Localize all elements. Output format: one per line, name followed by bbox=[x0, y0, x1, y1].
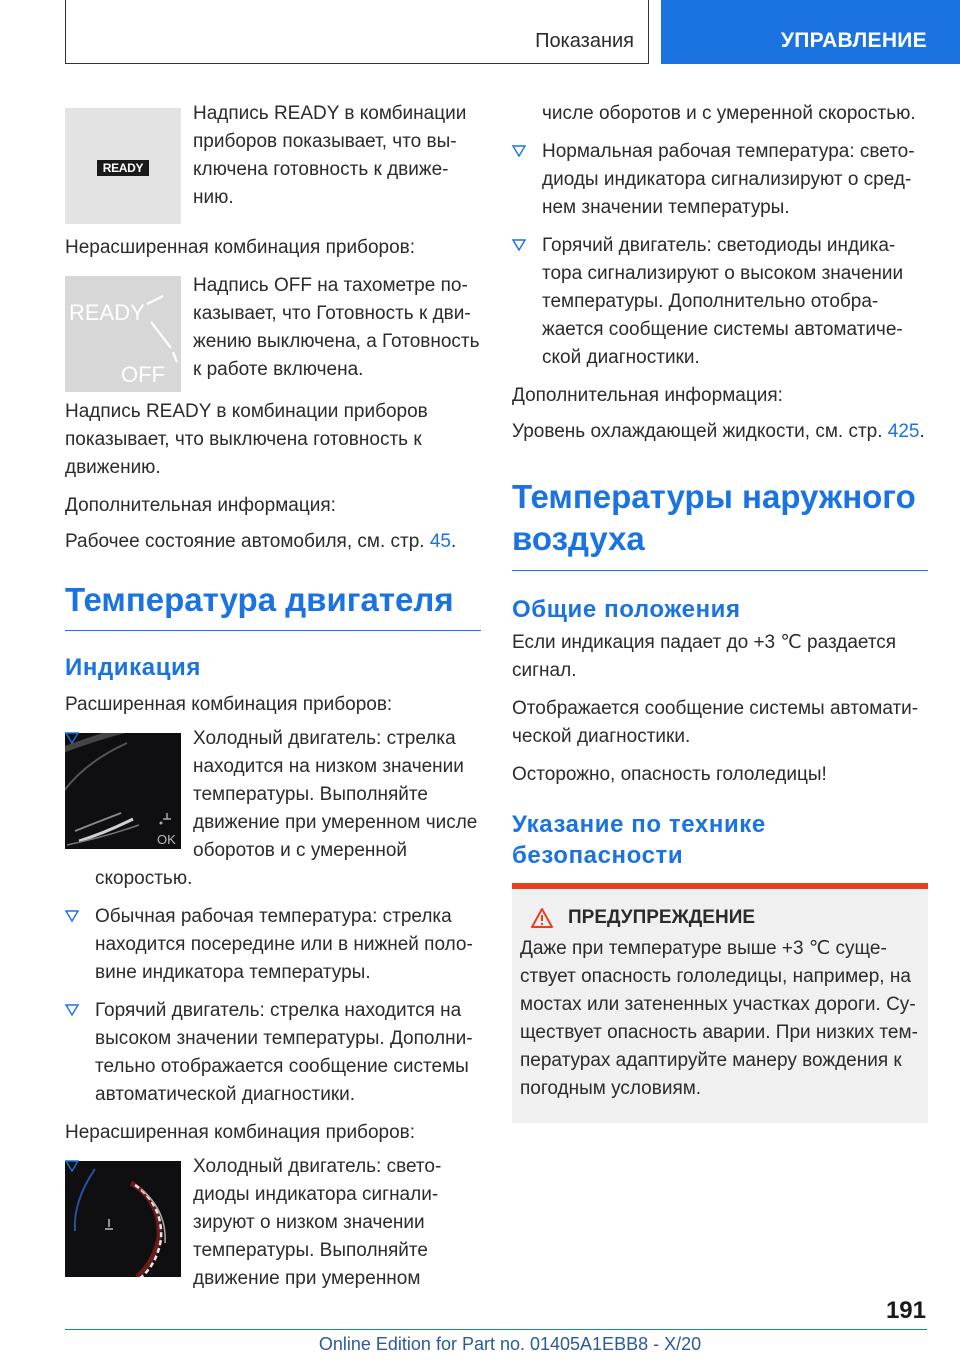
gauge-figure-row bbox=[65, 725, 481, 893]
bullet-right-2-text: Горячий двигатель: светодиоды индикатора сигнализируют о высоком значении температуры. Дополнительно отображается сообщение системы автоматической диагностики. bbox=[542, 235, 904, 368]
gauge-ok-label: OK bbox=[157, 832, 176, 847]
page-link-425[interactable]: 425 bbox=[887, 421, 920, 442]
bullet-triangle-icon bbox=[512, 238, 526, 252]
bullet-ext-2 bbox=[65, 903, 481, 987]
right-column bbox=[512, 100, 928, 1123]
continued-text: числе оборотов и с умеренной скоростью. bbox=[542, 103, 916, 124]
bullet-triangle-icon bbox=[65, 1159, 79, 1173]
warning-box bbox=[512, 883, 928, 1123]
additional-info-left-text: Рабочее состояние автомобиля, см. стр. bbox=[65, 531, 430, 552]
bullet-ext-2-text: Обычная рабочая температура: стрелка находится посередине или в нижней половине индикатора температуры. bbox=[95, 906, 473, 983]
bullet-ext-3-text: Горячий двигатель: стрелка находится на высоком значении температуры. Дополнительно отображается сообщение системы автоматической диагностики. bbox=[95, 1000, 473, 1105]
off-img-ready-text: READY bbox=[69, 300, 145, 325]
bullet-right-2 bbox=[512, 232, 928, 372]
outside-temp-heading: Температуры наружного воздуха bbox=[512, 478, 916, 557]
bullet-right-1 bbox=[512, 138, 928, 222]
bullet-right-1-text: Нормальная рабочая температура: светодиоды индикатора сигнализируют о среднем значении температуры. bbox=[542, 141, 915, 218]
bullet-triangle-icon bbox=[512, 144, 526, 158]
page-number: 191 bbox=[885, 1297, 926, 1324]
ready-badge: READY bbox=[97, 160, 149, 176]
bullet-triangle-icon bbox=[65, 1003, 79, 1017]
left-column bbox=[65, 100, 481, 1293]
bullet-nonext-1 bbox=[65, 1153, 481, 1293]
off-img-off-text: OFF bbox=[121, 362, 165, 387]
off-figure-row bbox=[65, 272, 481, 392]
chapter-tab-label: УПРАВЛЕНИЕ bbox=[780, 29, 927, 52]
engine-temp-heading: Температура двигателя bbox=[65, 581, 454, 618]
ready-off-tachometer-image bbox=[65, 276, 181, 392]
nonextended-heading-1: Нерасширенная комбинация приборов: bbox=[65, 237, 416, 258]
ready-description-2: Надпись READY в комбинации приборов показывает, что выключена готовность к движению. bbox=[65, 401, 428, 478]
outside-temp-heading-block bbox=[512, 476, 928, 571]
bullet-triangle-icon bbox=[65, 909, 79, 923]
warning-title-row bbox=[520, 907, 920, 929]
ready-indicator-image bbox=[65, 108, 181, 224]
warning-triangle-icon bbox=[530, 907, 554, 929]
bullet-ext-3 bbox=[65, 997, 481, 1109]
warning-text: Даже при температуре выше +3 ℃ существует опасность гололедицы, например, на мостах или затененных участках дороги. Существует опасность аварии. При низких температурах адаптируйте манеру вождения к погодным условиям. bbox=[520, 938, 918, 1099]
extended-heading: Расширенная комбинация приборов: bbox=[65, 694, 393, 715]
additional-info-label-left: Дополнительная информация: bbox=[65, 495, 336, 516]
additional-info-right-suffix: . bbox=[919, 421, 925, 442]
general-heading: Общие положения bbox=[512, 596, 741, 623]
bullet-nonext-1-text: Холодный двигатель: светодиоды индикатора сигнализируют о низком значении температуры. Выполняйте движение при умеренном bbox=[193, 1156, 442, 1289]
indication-heading: Индикация bbox=[65, 654, 202, 681]
bullet-triangle-icon bbox=[65, 731, 79, 745]
section-tab bbox=[65, 0, 649, 64]
page-link-45[interactable]: 45 bbox=[429, 531, 451, 552]
additional-info-left-suffix: . bbox=[450, 531, 457, 552]
led-figure-row bbox=[65, 1153, 481, 1293]
additional-info-right bbox=[512, 418, 928, 446]
ready-description: Надпись READY в комбинации приборов показывает, что выключена готовность к движению. bbox=[193, 103, 467, 208]
footer-edition: Online Edition for Part no. 01405A1EBB8 - X/20 bbox=[318, 1334, 702, 1354]
additional-info-label-right: Дополнительная информация: bbox=[512, 385, 783, 406]
footer-divider bbox=[65, 1329, 927, 1330]
additional-info-right-text: Уровень охлаждающей жидкости, см. стр. bbox=[512, 421, 888, 442]
off-description: Надпись OFF на тахометре показывает, что Готовность к движению выключена, а Готовность к работе включена. bbox=[193, 275, 480, 380]
general-paragraph-2: Отображается сообщение системы автоматической диагностики. bbox=[512, 698, 919, 747]
ready-figure-row bbox=[65, 100, 481, 224]
additional-info-left bbox=[65, 528, 481, 556]
nonextended-heading-2: Нерасширенная комбинация приборов: bbox=[65, 1122, 416, 1143]
safety-heading: Указание по технике безопасности bbox=[512, 811, 766, 869]
section-tab-label: Показания bbox=[535, 30, 634, 52]
general-paragraph-3: Осторожно, опасность гололедицы! bbox=[512, 764, 827, 785]
general-paragraph-1: Если индикация падает до +3 ℃ раздается сигнал. bbox=[512, 632, 897, 681]
warning-title: ПРЕДУПРЕЖДЕНИЕ bbox=[568, 907, 756, 928]
chapter-tab bbox=[661, 0, 960, 64]
bullet-ext-1-text: Холодный двигатель: стрелка находится на низком значении температуры. Выполняйте движение при умеренном числе оборотов и с умеренной скоростью. bbox=[95, 728, 478, 889]
bullet-ext-1 bbox=[65, 725, 481, 893]
engine-temp-heading-block bbox=[65, 580, 481, 631]
